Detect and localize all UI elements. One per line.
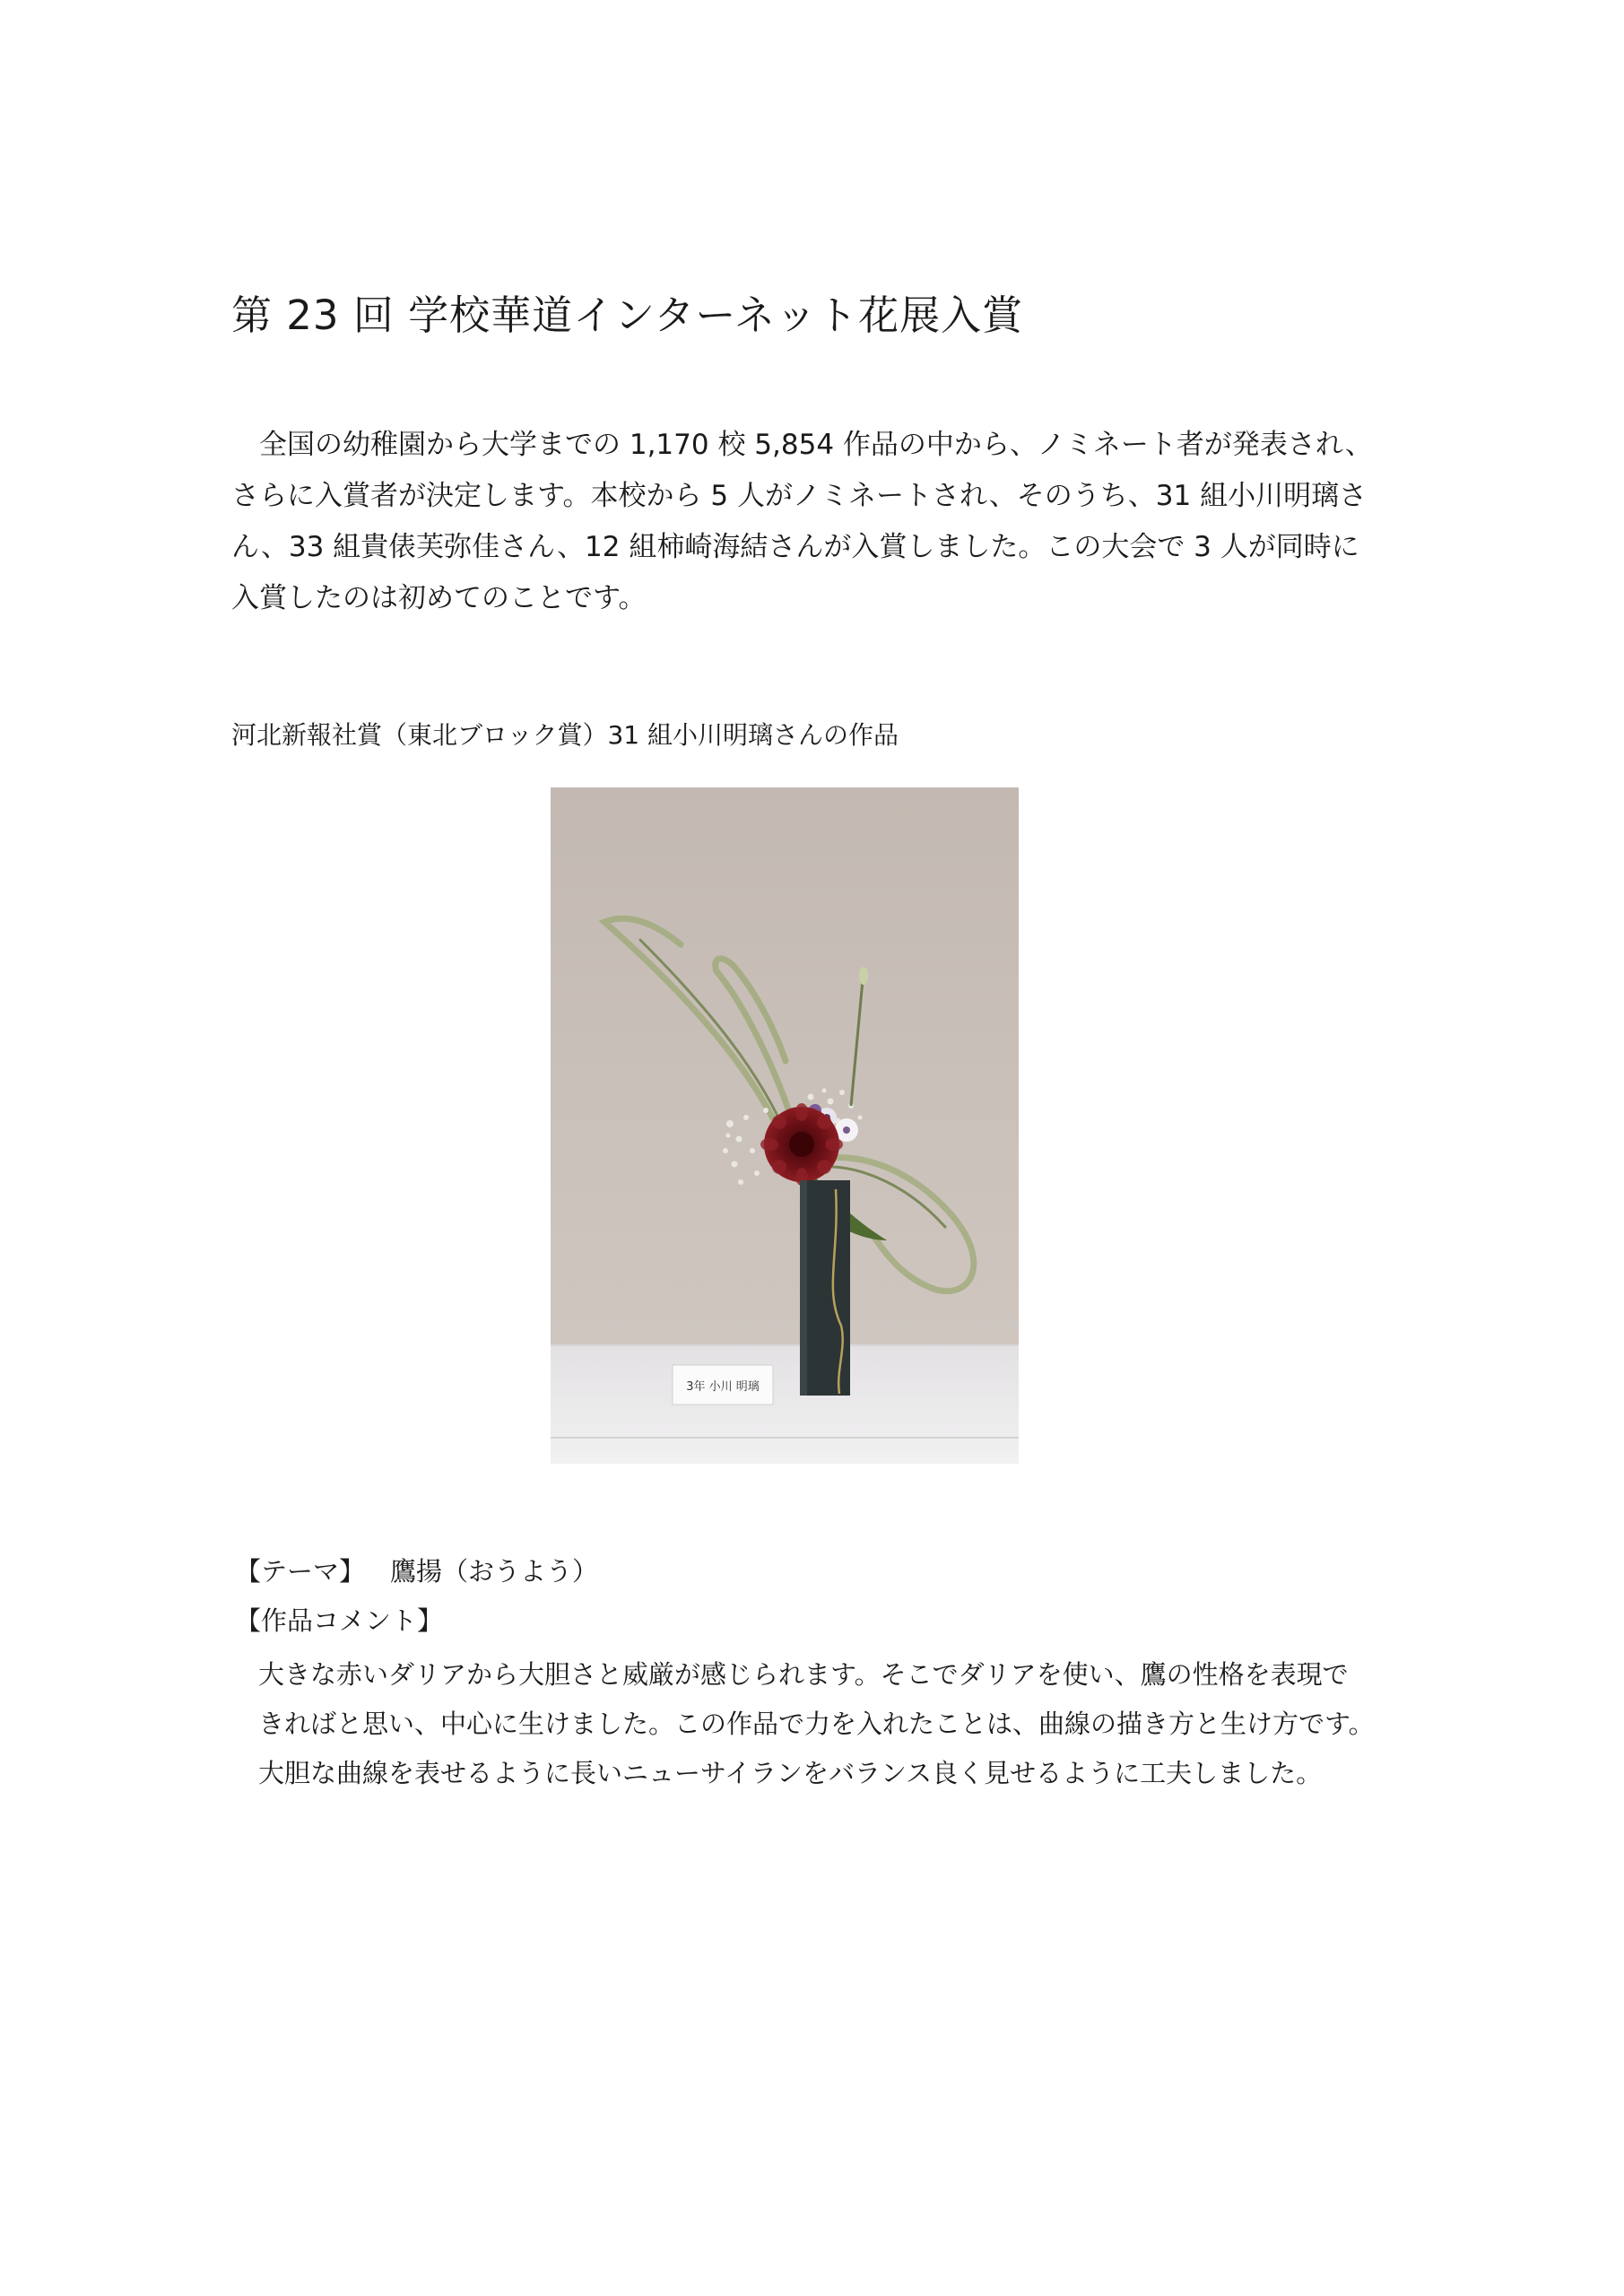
intro-paragraph [231,420,1397,624]
photo-caption: 河北新報社賞（東北ブロック賞）31 組小川明璃さんの作品 [231,720,899,750]
name-card [673,1365,773,1405]
svg-text:3年 小川 明璃: 3年 小川 明璃 [686,1380,760,1394]
theme-label: 【テーマ】 [235,1556,366,1587]
page-title: 第 23 回 学校華道インターネット花展入賞 [231,291,1024,339]
ikebana-photo [551,787,1019,1464]
theme-line [235,1553,598,1589]
intro-line: さらに入賞者が決定します。本校から 5 人がノミネートされ、そのうち、31 組小川明璃さ [231,480,1368,512]
photo-wall [551,787,1019,1345]
vase [800,1180,850,1396]
comment-line: 大きな赤いダリアから大胆さと威厳が感じられます。そこでダリアを使い、鷹の性格を表現で [258,1659,1349,1690]
comment-body [258,1650,1375,1798]
comment-heading: 【作品コメント】 [235,1605,444,1636]
comment-line: 大胆な曲線を表せるように長いニューサイランをバランス良く見せるように工夫しました。 [258,1758,1323,1788]
comment-line: きればと思い、中心に生けました。この作品で力を入れたことは、曲線の描き方と生け方です。 [258,1709,1375,1739]
intro-line: ん、33 組貴俵芙弥佳さん、12 組柿崎海結さんが入賞しました。この大会で 3 人が同時に [231,531,1359,563]
theme-value: 鷹揚（おうよう） [390,1556,599,1587]
intro-line: 入賞したのは初めてのことです。 [231,582,647,614]
intro-line: 全国の幼稚園から大学までの 1,170 校 5,854 作品の中から、ノミネート者が発表され、 [231,429,1373,461]
photo-table [551,1345,1019,1464]
